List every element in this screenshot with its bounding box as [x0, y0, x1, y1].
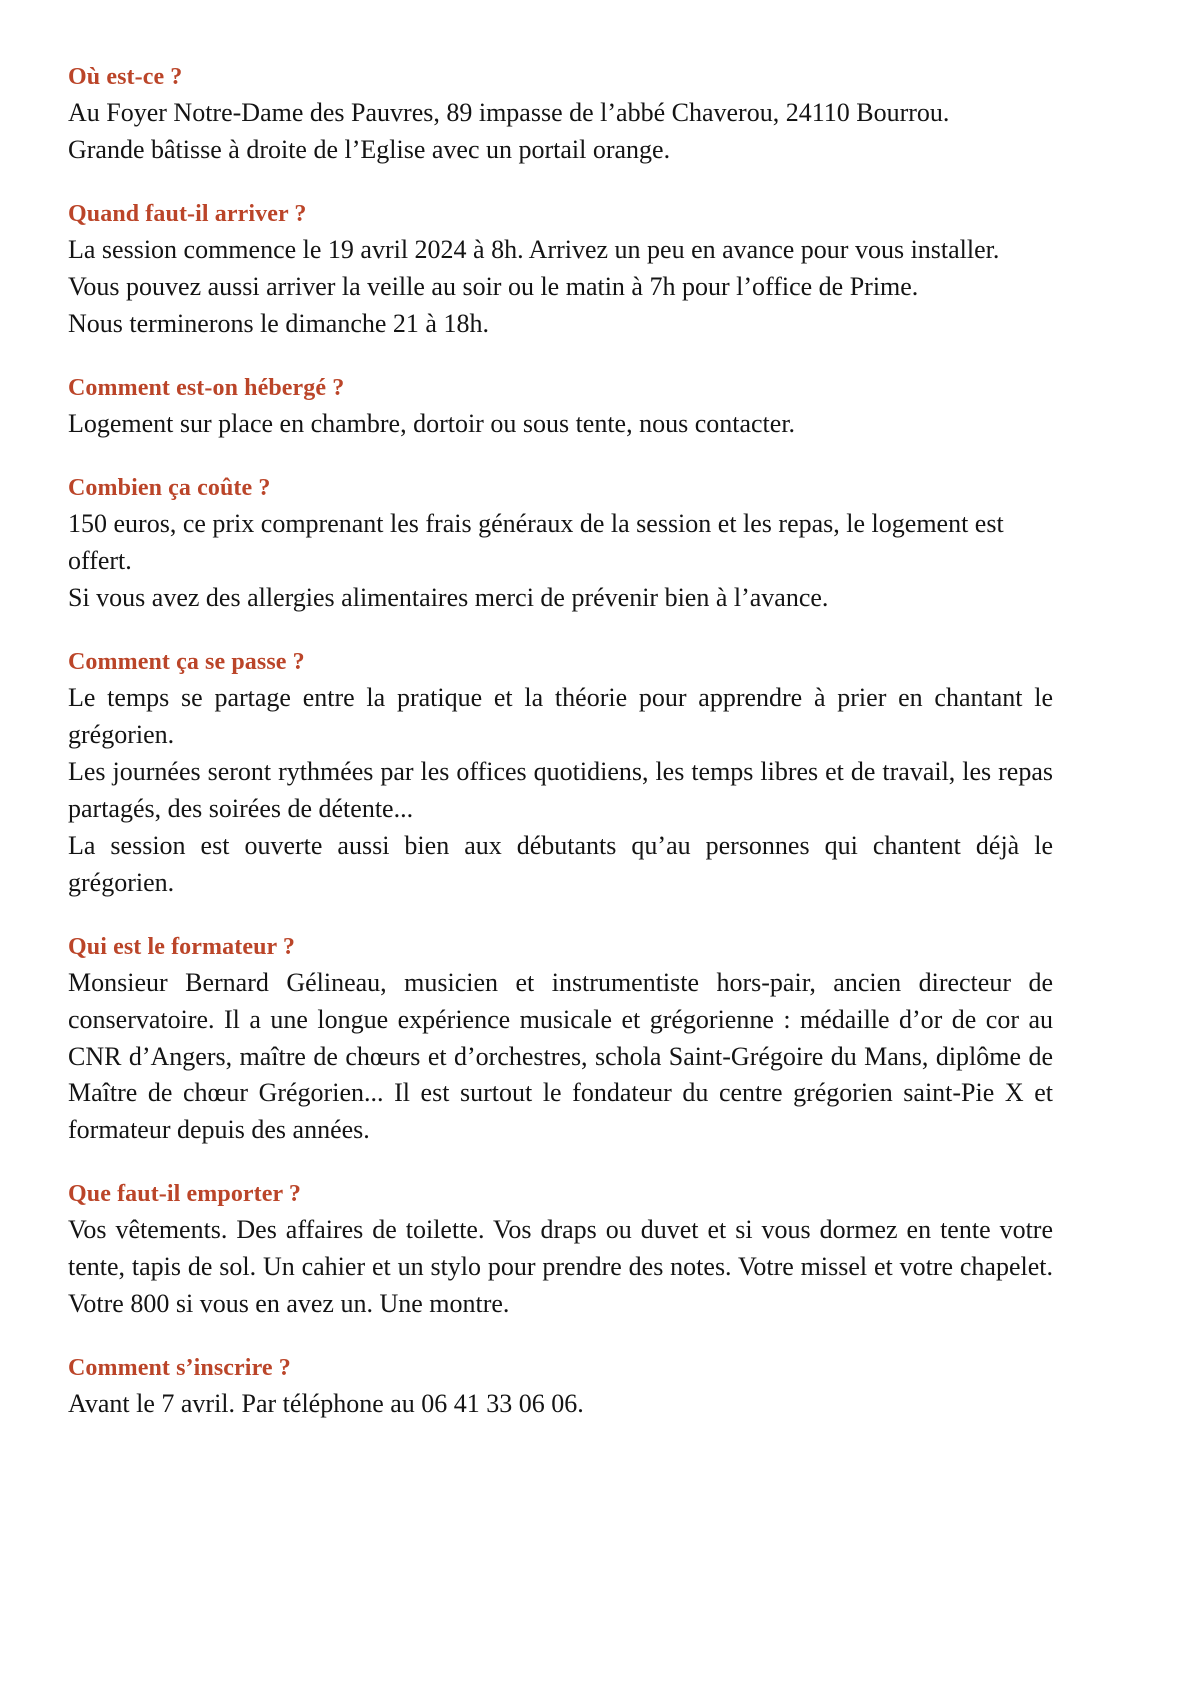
answer-line: Logement sur place en chambre, dortoir ou sous tente, nous contacter. — [68, 409, 796, 439]
answer-line: Le temps se partage entre la pratique et la théorie pour apprendre à prier en chantant le grégorien. — [68, 683, 1053, 749]
faq-question-quand-faut-il-arriver: Quand faut-il arriver ? — [68, 201, 307, 227]
faq-question-comment-s-inscrire: Comment s’inscrire ? — [68, 1355, 291, 1382]
faq-answer-comment-ca-se-passe — [68, 680, 1053, 901]
faq-question-comment-ca-se-passe: Comment ça se passe ? — [68, 648, 305, 675]
answer-line: Nous terminerons le dimanche 21 à 18h. — [68, 309, 489, 338]
faq-section-que-faut-il-emporter — [68, 1179, 1053, 1323]
answer-line: Grande bâtisse à droite de l’Eglise avec un portail orange. — [68, 135, 671, 165]
faq-answer-ou-est-ce — [68, 95, 1053, 169]
faq-list — [68, 62, 1053, 1423]
faq-section-comment-s-inscrire — [68, 1353, 1053, 1423]
faq-question-que-faut-il-emporter: Que faut-il emporter ? — [68, 1181, 302, 1208]
answer-line: Monsieur Bernard Gélineau, musicien et instrumentiste hors-pair, ancien directeur de conservatoire. Il a une longue expérience musicale et grégorienne : médaille d’or de cor au CNR d’Angers, maître de chœurs et d’orchestres, schola Saint-Grégoire du Mans, diplôme de Maître de chœur Grégorien... Il est surtout le fondateur du centre grégorien saint-Pie X et formateur depuis des années. — [68, 967, 1053, 1145]
answer-line: Vous pouvez aussi arriver la veille au soir ou le matin à 7h pour l’office de Prime. — [68, 272, 919, 302]
faq-question-combien-ca-coute: Combien ça coûte ? — [68, 475, 271, 501]
faq-question-comment-est-on-heberge: Comment est-on hébergé ? — [68, 374, 345, 401]
faq-section-quand-faut-il-arriver — [68, 199, 1053, 343]
answer-line: Si vous avez des allergies alimentaires merci de prévenir bien à l’avance. — [68, 583, 829, 612]
faq-answer-combien-ca-coute — [68, 506, 1053, 617]
answer-line: La session commence le 19 avril 2024 à 8h. Arrivez un peu en avance pour vous installer. — [68, 235, 1000, 265]
faq-question-ou-est-ce: Où est-ce ? — [68, 64, 183, 90]
faq-section-comment-est-on-heberge — [68, 373, 1053, 443]
faq-answer-qui-est-le-formateur — [68, 965, 1053, 1150]
answer-line: Au Foyer Notre-Dame des Pauvres, 89 impasse de l’abbé Chaverou, 24110 Bourrou. — [68, 98, 950, 128]
answer-line: Vos vêtements. Des affaires de toilette. Vos draps ou duvet et si vous dormez en tente votre tente, tapis de sol. Un cahier et un stylo pour prendre des notes. Votre missel et votre chapelet. Votre 800 si vous en avez un. Une montre. — [68, 1215, 1053, 1319]
faq-answer-que-faut-il-emporter — [68, 1212, 1053, 1323]
faq-question-qui-est-le-formateur: Qui est le formateur ? — [68, 933, 296, 960]
faq-answer-quand-faut-il-arriver — [68, 232, 1053, 343]
answer-line: Avant le 7 avril. Par téléphone au 06 41 33 06 06. — [68, 1389, 584, 1419]
faq-section-combien-ca-coute — [68, 473, 1053, 617]
faq-answer-comment-est-on-heberge — [68, 406, 1053, 443]
answer-line: Les journées seront rythmées par les offices quotidiens, les temps libres et de travail, les repas partagés, des soirées de détente... — [68, 756, 1053, 823]
faq-section-comment-ca-se-passe — [68, 647, 1053, 902]
faq-section-qui-est-le-formateur — [68, 932, 1053, 1150]
answer-line: 150 euros, ce prix comprenant les frais généraux de la session et les repas, le logement est offert. — [68, 509, 1004, 576]
answer-line: La session est ouverte aussi bien aux débutants qu’au personnes qui chantent déjà le grégorien. — [68, 830, 1053, 897]
faq-section-ou-est-ce — [68, 62, 1053, 169]
faq-answer-comment-s-inscrire — [68, 1386, 1053, 1423]
